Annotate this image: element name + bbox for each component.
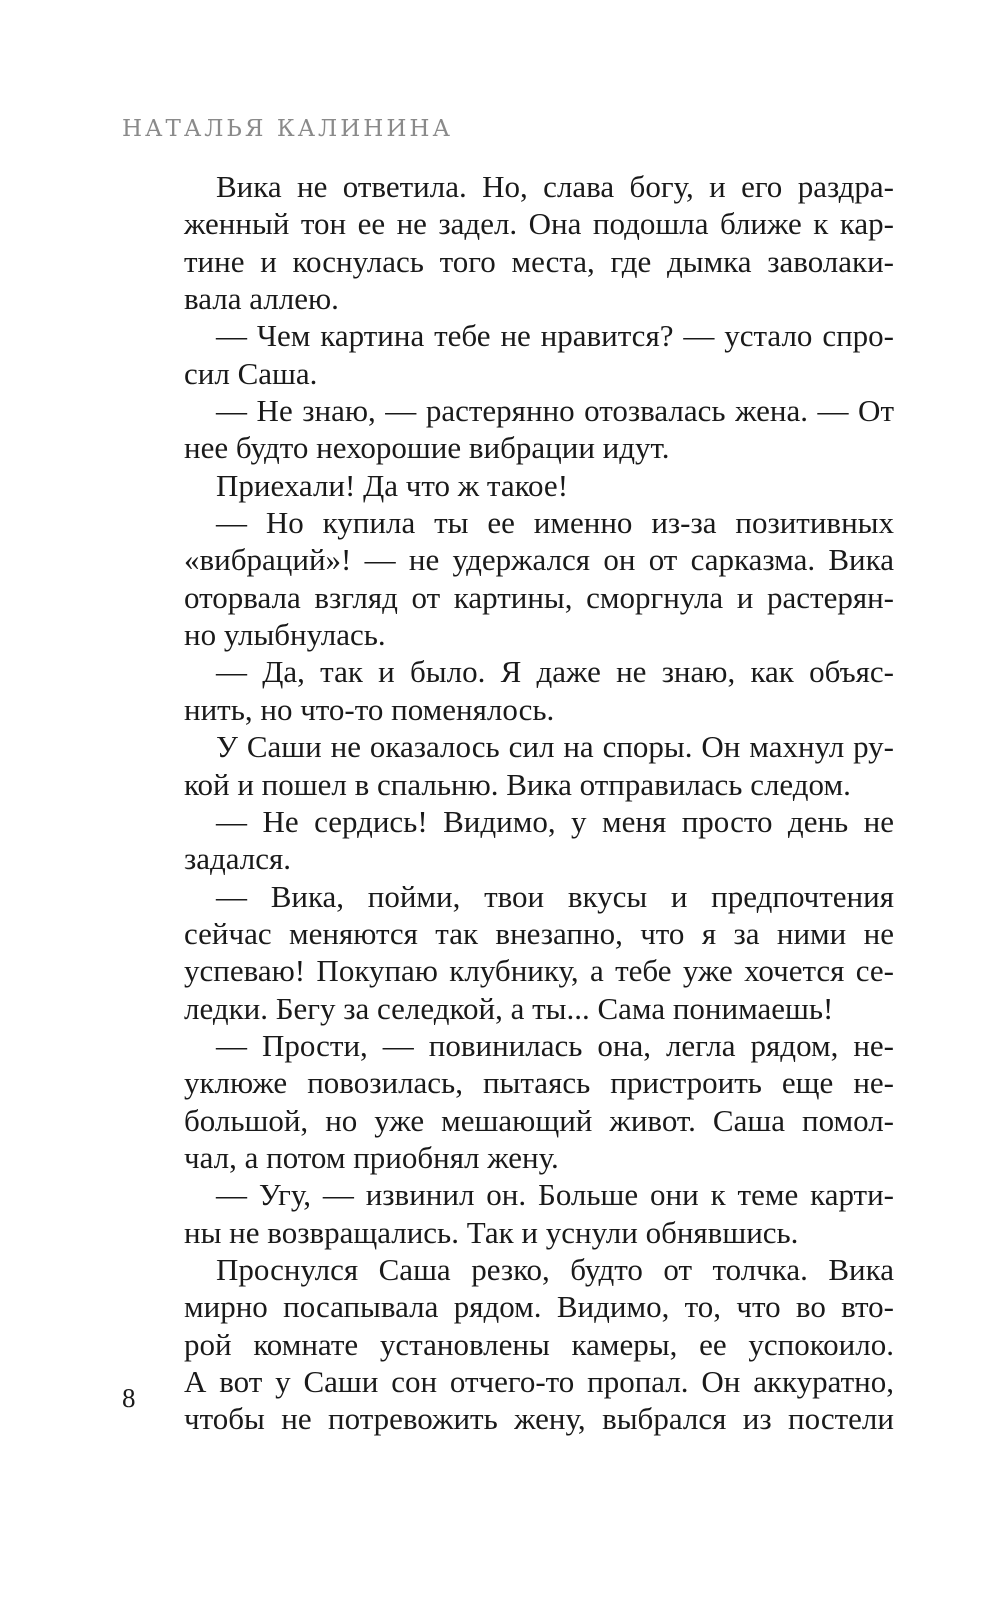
text-line: чал, а потом приобнял жену. — [184, 1139, 559, 1175]
text-line: большой, но уже мешающий живот. Саша помол- — [184, 1102, 894, 1138]
text-line: Приехали! Да что ж такое! — [216, 467, 569, 503]
text-line: рой комнате установлены камеры, ее успокоило. — [184, 1326, 894, 1362]
text-line: но улыбнулась. — [184, 617, 386, 653]
text-line: ны не возвращались. Так и уснули обнявшись. — [184, 1214, 799, 1250]
text-line: У Саши не оказалось сил на споры. Он махнул ру- — [216, 729, 894, 765]
text-line: нить, но что-то поменялось. — [184, 691, 555, 727]
running-head-author: НАТАЛЬЯ КАЛИНИНА — [122, 116, 453, 142]
text-line: сил Саша. — [184, 355, 318, 391]
text-line: — Вика, пойми, твои вкусы и предпочтения — [216, 878, 894, 914]
body-text — [184, 168, 894, 1438]
text-line: задался. — [184, 841, 292, 877]
text-line: нее будто нехорошие вибрации идут. — [184, 430, 670, 466]
text-line: — Чем картина тебе не нравится? — устало спро- — [216, 318, 894, 354]
text-line: тине и коснулась того места, где дымка заволаки- — [184, 243, 894, 279]
text-line: оторвала взгляд от картины, сморгнула и растерян- — [184, 579, 894, 615]
text-line: кой и пошел в спальню. Вика отправилась следом. — [184, 766, 851, 802]
text-line: «вибраций»! — не удержался он от сарказма. Вика — [184, 542, 894, 578]
text-line: ледки. Бегу за селедкой, а ты... Сама понимаешь! — [184, 990, 834, 1026]
text-line: чтобы не потревожить жену, выбрался из постели — [184, 1401, 894, 1437]
text-line: успеваю! Покупаю клубнику, а тебе уже хочется се- — [184, 953, 894, 989]
text-line: — Но купила ты ее именно из-за позитивных — [216, 505, 894, 541]
text-line: вала аллею. — [184, 281, 339, 317]
text-line: — Не сердись! Видимо, у меня просто день не — [216, 803, 894, 839]
text-line: мирно посапывала рядом. Видимо, то, что во вто- — [184, 1289, 894, 1325]
text-line: — Да, так и было. Я даже не знаю, как объяс- — [216, 654, 894, 690]
text-line: — Угу, — извинил он. Больше они к теме карти- — [216, 1177, 894, 1213]
text-line: женный тон ее не задел. Она подошла ближе к кар- — [184, 206, 894, 242]
text-line: сейчас меняются так внезапно, что я за ними не — [184, 915, 894, 951]
text-line: Проснулся Саша резко, будто от толчка. Вика — [216, 1251, 894, 1287]
text-line: — Не знаю, — растерянно отозвалась жена. — От — [216, 393, 894, 429]
text-line: Вика не ответила. Но, слава богу, и его раздра- — [216, 169, 894, 204]
text-line: уклюже повозилась, пытаясь пристроить еще не- — [184, 1065, 894, 1101]
text-line: — Прости, — повинилась она, легла рядом, не- — [216, 1027, 894, 1063]
text-line: А вот у Саши сон отчего-то пропал. Он аккуратно, — [184, 1364, 894, 1399]
page-number: 8 — [122, 1383, 136, 1413]
